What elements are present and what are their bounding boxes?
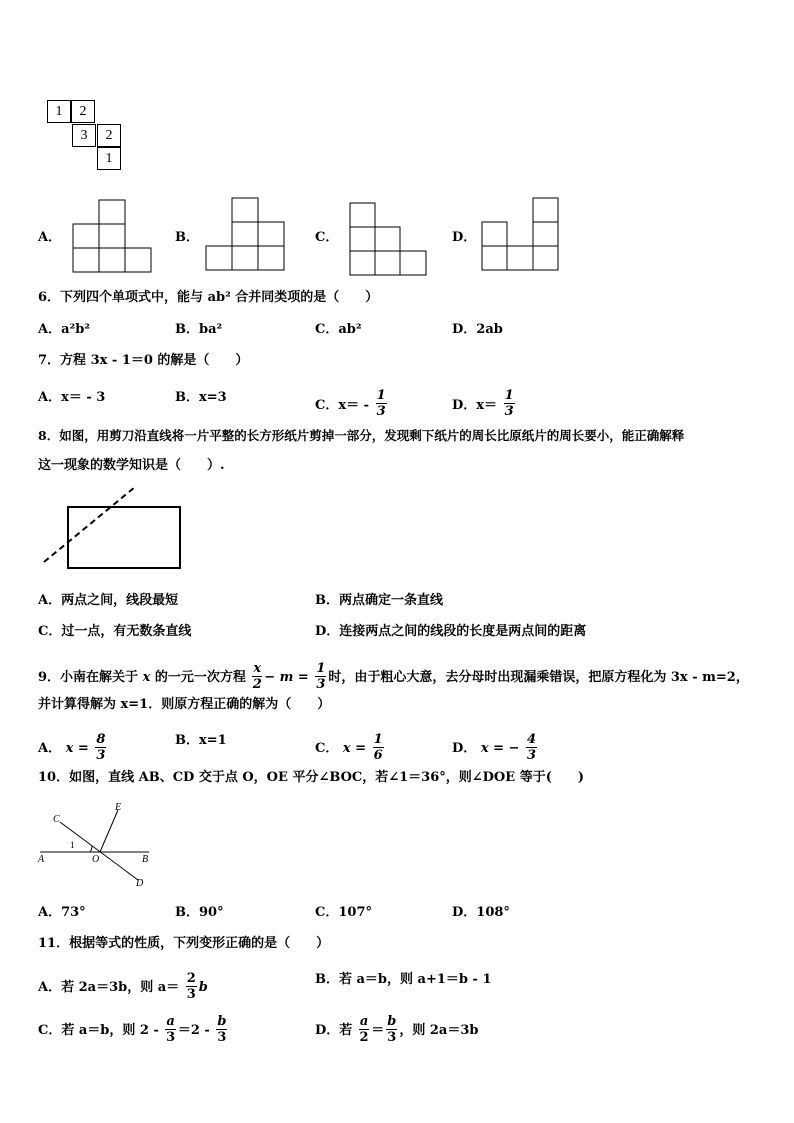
q11-option-c: [38, 1015, 229, 1046]
q9-fraction-x-over-2: [252, 661, 262, 692]
q11-option-a: [38, 972, 208, 1003]
q7-option-a: A．x＝ - 3: [38, 390, 106, 405]
q7-option-d-fraction: [504, 388, 515, 419]
q10-option-d: D．108°: [452, 905, 510, 920]
q11-option-a-fraction: [186, 971, 197, 1002]
q6-option-c: C．ab²: [315, 322, 362, 337]
option-prefix: C．: [315, 741, 339, 756]
q9-stem-a: 9．小南在解关于: [38, 670, 139, 685]
q10-option-b: B．90°: [175, 905, 224, 920]
q9-stem-line1: [38, 662, 749, 693]
fraction-numerator: a: [359, 1014, 369, 1029]
q6-option-b: B．ba²: [175, 322, 223, 337]
fraction-denominator: 2: [252, 677, 262, 692]
net-cell: 2: [97, 124, 121, 147]
net-cell: 2: [71, 100, 95, 123]
q11-option-c-fraction-1: [165, 1014, 175, 1045]
q10-option-c: C．107°: [315, 905, 372, 920]
label-o: O: [92, 854, 100, 865]
q8-option-c: C．过一点，有无数条直线: [38, 624, 192, 639]
fraction-numerator: b: [217, 1014, 227, 1029]
fraction-numerator: 2: [186, 971, 196, 986]
q9-stem-b: 的一元一次方程: [154, 670, 246, 685]
q5-option-b-label: B．: [175, 230, 199, 245]
fraction-denominator: 3: [526, 748, 536, 763]
label-c: C: [53, 814, 60, 825]
fraction-denominator: 3: [387, 1030, 397, 1045]
q11-option-d: [315, 1015, 479, 1046]
q11-option-d-fraction-1: [359, 1014, 369, 1045]
q9-eq-minus-m: − m =: [264, 670, 309, 685]
fraction-denominator: 3: [316, 677, 326, 692]
option-text: A．若 2a＝3b，则 a＝: [38, 980, 180, 995]
q7-option-d: [452, 390, 517, 421]
q9-stem-line2: 并计算得解为 x=1．则原方程正确的解为（ ）: [38, 697, 331, 712]
q7-option-c-prefix: C．x＝ -: [315, 398, 370, 413]
q7-option-d-prefix: D．x＝: [452, 398, 498, 413]
q8-option-b: B．两点确定一条直线: [315, 593, 443, 608]
q9-option-d: [452, 733, 539, 764]
label-e: E: [115, 802, 122, 813]
fraction-denominator: 3: [166, 1030, 176, 1045]
fraction-numerator: 1: [376, 388, 386, 403]
q5-option-a-figure: [72, 200, 152, 275]
q9-fraction-one-third: [315, 661, 326, 692]
fraction-denominator: 2: [359, 1030, 369, 1045]
q11-option-c-fraction-2: [216, 1014, 227, 1045]
fraction-numerator: 8: [96, 732, 106, 747]
fraction-numerator: b: [387, 1014, 397, 1029]
fraction-denominator: 3: [186, 987, 196, 1002]
q5-option-c-label: C．: [315, 230, 339, 245]
option-variable: b: [198, 980, 208, 995]
fraction-numerator: 1: [316, 661, 326, 676]
q5-option-d-label: D．: [452, 230, 477, 245]
fraction-denominator: 3: [217, 1030, 227, 1045]
q9-option-c: [315, 733, 386, 764]
fraction-numerator: x: [253, 661, 262, 676]
label-d: D: [136, 878, 144, 889]
q9-option-b: B．x=1: [175, 733, 227, 748]
q5-option-c-figure: [349, 203, 429, 278]
q8-stem-line1: 8．如图，用剪刀沿直线将一片平整的长方形纸片剪掉一部分，发现剩下纸片的周长比原纸片的周长要小，能正确解释: [38, 428, 685, 443]
q9-stem-c: 时，由于粗心大意，去分母时出现漏乘错误，把原方程化为 3x - m=2，: [328, 670, 749, 685]
option-variable: x =: [65, 741, 89, 756]
fraction-denominator: 3: [96, 748, 106, 763]
option-text: ＝2 -: [177, 1023, 210, 1038]
q9-option-d-fraction: [526, 732, 537, 763]
q8-stem-line2: 这一现象的数学知识是（ ）.: [38, 458, 225, 473]
option-text: D．若: [315, 1023, 353, 1038]
q11-option-d-fraction-2: [386, 1014, 397, 1045]
q11-option-b: B．若 a＝b，则 a+1＝b - 1: [315, 972, 492, 987]
q9-option-a: [38, 733, 108, 764]
q6-option-d: D．2ab: [452, 322, 503, 337]
option-prefix: D．: [452, 741, 477, 756]
q10-intersecting-lines-figure: [36, 800, 166, 892]
option-text: ，则 2a＝3b: [399, 1023, 479, 1038]
fraction-denominator: 3: [376, 404, 386, 419]
q10-stem: 10．如图，直线 AB、CD 交于点 O，OE 平分∠BOC，若∠1＝36°，则∠DOE 等于( ): [38, 770, 584, 785]
q10-option-a: A．73°: [38, 905, 86, 920]
fraction-numerator: 4: [526, 732, 536, 747]
option-text: ＝: [371, 1023, 385, 1038]
q11-stem: 11．根据等式的性质，下列变形正确的是（ ）: [38, 936, 330, 951]
q6-stem: 6．下列四个单项式中，能与 ab² 合并同类项的是（ ）: [38, 290, 379, 305]
option-prefix: A．: [38, 741, 62, 756]
fraction-denominator: 6: [373, 748, 383, 763]
q7-option-c: [315, 390, 389, 421]
option-text: C．若 a＝b，则 2 -: [38, 1023, 159, 1038]
label-a: A: [38, 854, 45, 865]
q6-option-a: A．a²b²: [38, 322, 90, 337]
q8-rectangle-cut-figure: [40, 487, 190, 567]
q9-option-c-fraction: [373, 732, 384, 763]
q7-option-c-fraction: [376, 388, 387, 419]
fraction-numerator: 1: [373, 732, 383, 747]
q7-stem: 7．方程 3x - 1＝0 的解是（ ）: [38, 353, 249, 368]
label-angle-1: 1: [70, 840, 75, 850]
q5-option-d-figure: [481, 198, 561, 273]
fraction-denominator: 3: [504, 404, 514, 419]
q9-option-a-fraction: [95, 732, 106, 763]
q8-option-a: A．两点之间，线段最短: [38, 593, 179, 608]
net-cell: 1: [97, 147, 121, 170]
q5-option-a-label: A．: [38, 230, 62, 245]
label-b: B: [142, 854, 149, 865]
q5-option-b-figure: [205, 198, 285, 273]
option-variable: x =: [342, 741, 367, 756]
option-variable: x = −: [480, 741, 520, 756]
q9-var-x: x: [142, 670, 151, 685]
q7-option-b: B．x=3: [175, 390, 227, 405]
net-cell: 3: [72, 124, 96, 147]
fraction-numerator: 1: [504, 388, 514, 403]
q8-option-d: D．连接两点之间的线段的长度是两点间的距离: [315, 624, 587, 639]
fraction-numerator: a: [166, 1014, 175, 1029]
net-cell: 1: [47, 100, 71, 123]
